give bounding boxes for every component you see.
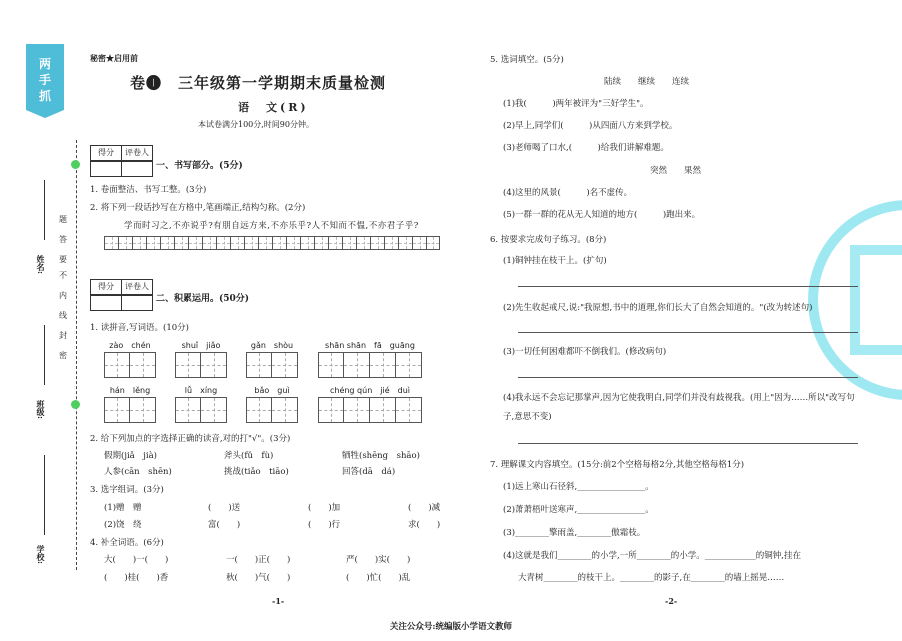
subject-title: 语 文(R) [238,101,309,114]
page-number-2: -2- [665,596,678,606]
grid-cell[interactable] [300,236,314,250]
fill-item[interactable]: (3)________擎雨盖,________傲霜枝。 [503,528,646,538]
pinyin: zào chén [109,341,151,350]
fill-item[interactable]: (2)萧萧梧叶送寒声,________________。 [503,505,654,515]
answer-box[interactable] [246,352,298,378]
fill-item[interactable]: ( )送 [208,503,241,513]
fill-item[interactable]: (4)这里的风景( )名不虚传。 [503,188,633,198]
seal-word: 不 [59,271,67,280]
copy-grid[interactable] [104,236,440,250]
name-line[interactable] [44,180,45,240]
seal-word: 封 [59,331,67,340]
s2-question-3: 3. 选字组词。(3分) [90,485,164,495]
fill-item[interactable]: (3)老师喝了口水,( )给我们讲解难题。 [503,143,669,153]
grid-cell[interactable] [342,236,356,250]
answer-line[interactable] [518,377,858,378]
fill-item[interactable]: (4)这就是我们________的小学,一所________的小学。____________的铜钟,挂在 [503,551,801,561]
grid-cell[interactable] [146,236,160,250]
grid-cell[interactable] [216,236,230,250]
question-6: 6. 按要求完成句子练习。(8分) [490,235,607,245]
choice[interactable]: 挑战(tiǎo tiāo) [224,467,289,477]
svg-text:两: 两 [38,57,52,71]
question-5: 5. 选词填空。(5分) [490,55,564,65]
grid-cell[interactable] [286,236,300,250]
s1-question-2: 2. 将下列一段话抄写在方格中,笔画端正,结构匀称。(2分) [90,203,306,213]
pinyin: hán lěng [109,386,151,395]
choice[interactable]: 回答(dā dá) [342,467,396,477]
word-bank: 突然 果然 [650,166,702,176]
grid-cell[interactable] [314,236,328,250]
grid-cell[interactable] [398,236,412,250]
fill-item[interactable]: 大( )一( ) [104,555,169,565]
class-label: 班级: [36,400,46,419]
s2-question-2: 2. 给下列加点的字选择正确的读音,对的打"√"。(3分) [90,434,291,444]
fill-item[interactable]: ( )减 [408,503,441,513]
answer-box[interactable] [175,352,227,378]
pinyin: bǎo guì [254,386,290,395]
seal-line [76,140,77,570]
grid-cell[interactable] [174,236,188,250]
grid-cell[interactable] [370,236,384,250]
copy-text: 学而时习之,不亦说乎?有朋自远方来,不亦乐乎?人不知而不愠,不亦君子乎? [124,221,419,231]
word-bank: 陆续 继续 连续 [604,77,690,87]
fill-item[interactable]: 富( ) [208,520,241,530]
footer-note: 关注公众号:统编版小学语文教师 [389,622,513,632]
class-line[interactable] [44,325,45,385]
fill-item[interactable]: 大青树________的枝干上。________的影子,在________的墙上摇晃…… [518,573,785,583]
grid-cell[interactable] [328,236,342,250]
section-2-title: 二、积累运用。(50分) [156,294,250,304]
seal-dot [71,400,80,409]
answer-line[interactable] [518,286,858,287]
section-1-title: 一、书写部分。(5分) [156,161,243,171]
q6-item: (1)铜钟挂在枝干上。(扩句) [503,256,607,266]
svg-text:手: 手 [38,73,52,87]
grid-cell[interactable] [188,236,202,250]
choice[interactable]: 斧头(fǔ fù) [224,451,274,461]
fill-item[interactable]: (1)远上寒山石径斜,________________。 [503,482,654,492]
choice[interactable]: 牺牲(shēng shāo) [342,451,420,461]
answer-line[interactable] [518,443,858,444]
grid-cell[interactable] [244,236,258,250]
score-label: 得分 [91,280,122,294]
fill-item: (1)赠 赠 [104,503,142,513]
answer-box[interactable] [318,397,422,423]
answer-box[interactable] [104,397,156,423]
exam-note: 本试卷满分100分,时间90分钟。 [198,120,314,129]
pinyin: shuǐ jiǎo [181,341,221,350]
grid-cell[interactable] [132,236,146,250]
grid-cell[interactable] [118,236,132,250]
score-label: 得分 [91,146,122,160]
school-label: 学校: [36,545,46,564]
s1-question-1: 1. 卷面整洁、书写工整。(3分) [90,185,207,195]
fill-item[interactable]: (2)早上,同学们( )从四面八方来到学校。 [503,121,678,131]
seal-word: 内 [59,291,67,300]
grid-cell[interactable] [160,236,174,250]
grader-label: 评卷人 [125,148,149,157]
grid-cell[interactable] [384,236,398,250]
grid-cell[interactable] [356,236,370,250]
fill-item[interactable]: ( )行 [308,520,341,530]
seal-word: 密 [59,351,67,360]
pinyin: lǚ xíng [184,386,218,395]
seal-word: 要 [59,255,67,264]
answer-line[interactable] [518,332,858,333]
fill-item[interactable]: ( )桂( )香 [104,573,169,583]
seal-word: 答 [59,235,67,244]
watermark-stamp [850,245,902,355]
fill-item[interactable]: 严( )实( ) [346,555,411,565]
pinyin: shān shān fā guāng [325,341,415,350]
fill-item[interactable]: (5)一群一群的花从无人知道的地方( )跑出来。 [503,210,701,220]
school-line[interactable] [44,455,45,535]
fill-item: (2)饶 绕 [104,520,142,530]
grid-cell[interactable] [202,236,216,250]
scorebox-2 [90,279,153,311]
s2-question-1: 1. 读拼音,写词语。(10分) [90,323,189,333]
fill-item[interactable]: ( )忙( )乱 [346,573,411,583]
s2-question-4: 4. 补全词语。(6分) [90,538,164,548]
fill-item[interactable]: 一( )正( ) [226,555,291,565]
answer-box[interactable] [246,397,298,423]
logo [22,40,68,120]
fill-item[interactable]: 求( ) [408,520,441,530]
grader-label: 评卷人 [125,282,149,291]
q6-item: (3)一切任何困难都吓不倒我们。(修改病句) [503,347,667,357]
page-title: 卷❶ 三年级第一学期期末质量检测 [130,74,387,92]
grid-cell[interactable] [230,236,244,250]
seal-word: 题 [59,215,67,224]
answer-box[interactable] [175,397,227,423]
choice[interactable]: 人参(cān shēn) [104,467,172,477]
secret-label: 秘密★启用前 [90,53,138,63]
scorebox-1 [90,145,153,177]
q6-item: (2)先生收起戒尺,说:"我原想,书中的道理,你们长大了自然会知道的。"(改为转述句) [503,303,813,313]
fill-item[interactable]: ( )加 [308,503,341,513]
grid-cell[interactable] [104,236,118,250]
fill-item[interactable]: (1)我( )两年被评为"三好学生"。 [503,99,649,109]
pinyin: gǎn shòu [250,341,294,350]
grid-cell[interactable] [272,236,286,250]
grid-cell[interactable] [426,236,440,250]
seal-dot [71,160,80,169]
answer-box[interactable] [104,352,156,378]
fill-item[interactable]: 秋( )气( ) [226,573,291,583]
name-label: 姓名: [36,255,46,274]
grid-cell[interactable] [258,236,272,250]
choice[interactable]: 假期(jiǎ jià) [104,451,157,461]
q6-item: (4)我永远不会忘记那掌声,因为它使我明白,同学们并没有歧视我。(用上"因为……所以"改写句子,意思不变) [503,393,855,422]
pinyin: chéng qún jié duì [329,386,411,395]
svg-text:抓: 抓 [38,89,52,103]
answer-box[interactable] [318,352,422,378]
page-number-1: -1- [272,596,285,606]
question-7: 7. 理解课文内容填空。(15分:前2个空格每格2分,其他空格每格1分) [490,460,745,470]
seal-word: 线 [59,311,67,320]
grid-cell[interactable] [412,236,426,250]
